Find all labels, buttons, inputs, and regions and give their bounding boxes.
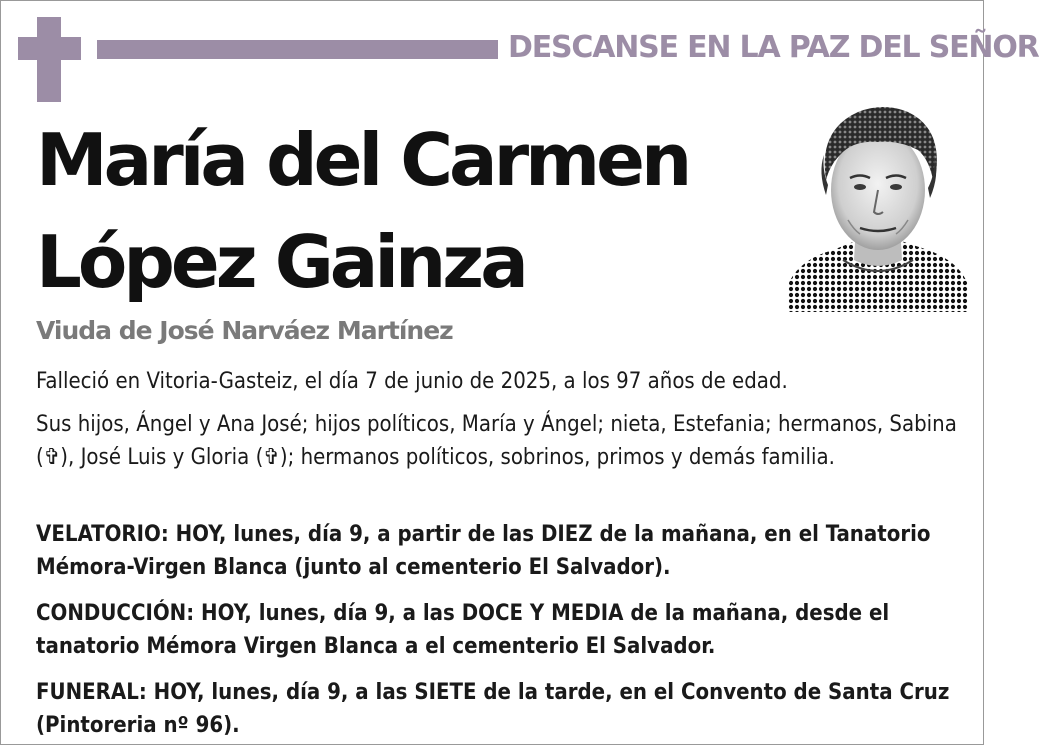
death-notice-text: Falleció en Vitoria-Gasteiz, el día 7 de junio de 2025, a los 97 años de edad. (36, 369, 788, 394)
portrait-photo (788, 100, 968, 312)
funeral-text: FUNERAL: HOY, lunes, día 9, a las SIETE de la tarde, en el Convento de Santa Cruz (Pintoreria nº 96). (36, 680, 950, 738)
conduccion-text: CONDUCCIÓN: HOY, lunes, día 9, a las DOCE Y MEDIA de la mañana, desde el tanatorio Mémora Virgen Blanca a el cementerio El Salvador. (36, 601, 890, 659)
velatorio-text: VELATORIO: HOY, lunes, día 9, a partir de las DIEZ de la mañana, en el Tanatorio Mémora-Virgen Blanca (junto al cementerio El Salvador). (36, 522, 931, 580)
deceased-name-line2: López Gainza (36, 220, 525, 304)
header-tagline: DESCANSE EN LA PAZ DEL SEÑOR (508, 30, 1039, 65)
family-text: Sus hijos, Ángel y Ana José; hijos políticos, María y Ángel; nieta, Estefania; hermanos, Sabina (✞), José Luis y Gloria (✞); hermanos políticos, sobrinos, primos y demás familia. (36, 412, 957, 470)
deceased-name-line1: María del Carmen (36, 118, 689, 202)
header-rule (97, 40, 498, 59)
widow-of-line: Viuda de José Narváez Martínez (36, 316, 453, 345)
